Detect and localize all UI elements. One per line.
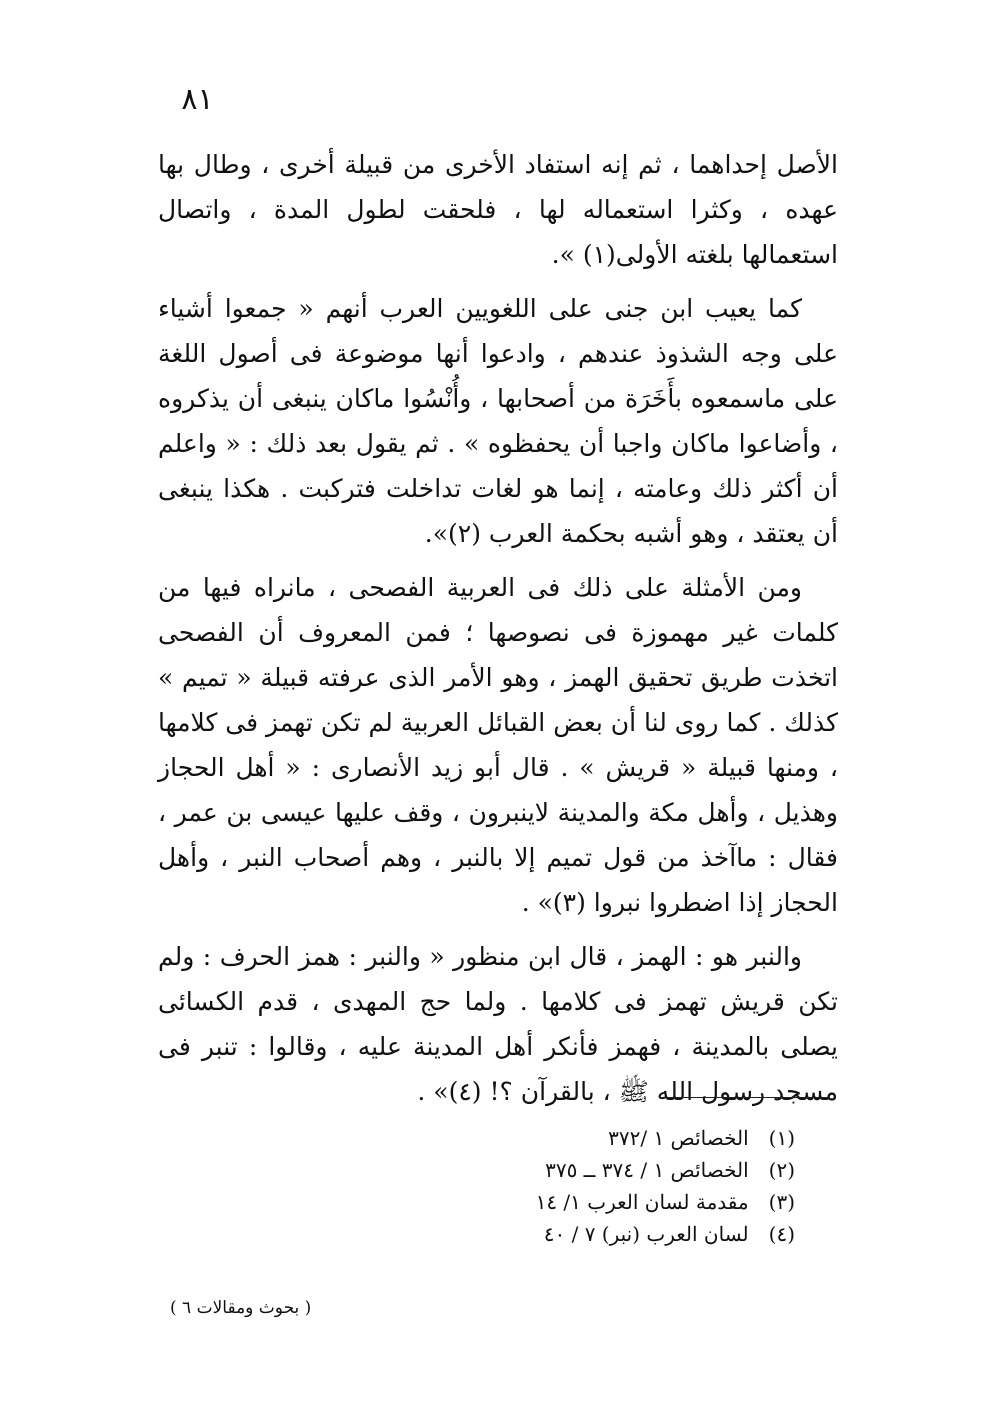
paragraph: ومن الأمثلة على ذلك فى العربية الفصحى ، مانراه فيها من كلمات غير مهموزة فى نصوصها ؛ فمن المعروف أن الفصحى اتخذت طريق تحقيق الهمز ، وهو الأمر الذى عرفته قبيلة « تميم » كذلك . كما روى لنا أن بعض القبائل العربية لم تكن تهمز فى كلامها ، ومنها قبيلة « قريش » . قال أبو زيد الأنصارى : « أهل الحجاز وهذيل ، وأهل مكة والمدينة لاينبرون ، وقف عليها عيسى بن عمر ، فقال : ماآخذ من قول تميم إلا بالنبر ، وهم أصحاب النبر ، وأهل الحجاز إذا اضطروا نبروا (٣)» . xyxy=(158,573,838,917)
footnote-marker: (٢) xyxy=(768,1158,795,1182)
body-text xyxy=(158,142,838,1123)
footer-tag: ( بحوث ومقالات ٦ ) xyxy=(170,1298,312,1318)
page-number: ٨١ xyxy=(181,82,214,117)
footnote-marker: (١) xyxy=(768,1126,795,1150)
footnote xyxy=(380,1154,795,1186)
paragraph: الأصل إحداهما ، ثم إنه استفاد الأخرى من قبيلة أخرى ، وطال بها عهده ، وكثرا استعماله لها ، فلحقت لطول المدة ، واتصال استعمالها بلغته الأولى(١) ». xyxy=(158,150,838,269)
footnote xyxy=(380,1186,795,1218)
footnote-marker: (٣) xyxy=(768,1190,795,1214)
footnote-text: الخصائص ١ /٣٧٢ xyxy=(608,1126,749,1150)
footnote-divider xyxy=(668,1097,830,1098)
footnote-text: مقدمة لسان العرب ١/ ١٤ xyxy=(535,1190,749,1214)
footnotes xyxy=(380,1122,795,1250)
paragraph: كما يعيب ابن جنى على اللغويين العرب أنهم « جمعوا أشياء على وجه الشذوذ عندهم ، وادعوا أنها موضوعة فى أصول اللغة على ماسمعوه بأَخَرَة من أصحابها ، وأُنْسُوا ماكان ينبغى أن يذكروه ، وأضاعوا ماكان واجبا أن يحفظوه » . ثم يقول بعد ذلك : « واعلم أن أكثر ذلك وعامته ، إنما هو لغات تداخلت فتركبت . هكذا ينبغى أن يعتقد ، وهو أشبه بحكمة العرب (٢)». xyxy=(158,294,838,548)
paragraph: والنبر هو : الهمز ، قال ابن منظور « والنبر : همز الحرف : ولم تكن قريش تهمز فى كلامها . ولما حج المهدى ، قدم الكسائى يصلى بالمدينة ، فهمز فأنكر أهل المدينة عليه ، وقالوا : تنبر فى مسجد رسول الله ﷺ ، بالقرآن ؟! (٤)» . xyxy=(158,942,838,1106)
footnote xyxy=(380,1218,795,1250)
footnote-text: لسان العرب (نبر) ٧ / ٤٠ xyxy=(543,1222,749,1246)
footnote xyxy=(380,1122,795,1154)
footnote-marker: (٤) xyxy=(768,1222,795,1246)
footnote-text: الخصائص ١ / ٣٧٤ ــ ٣٧٥ xyxy=(545,1158,749,1182)
